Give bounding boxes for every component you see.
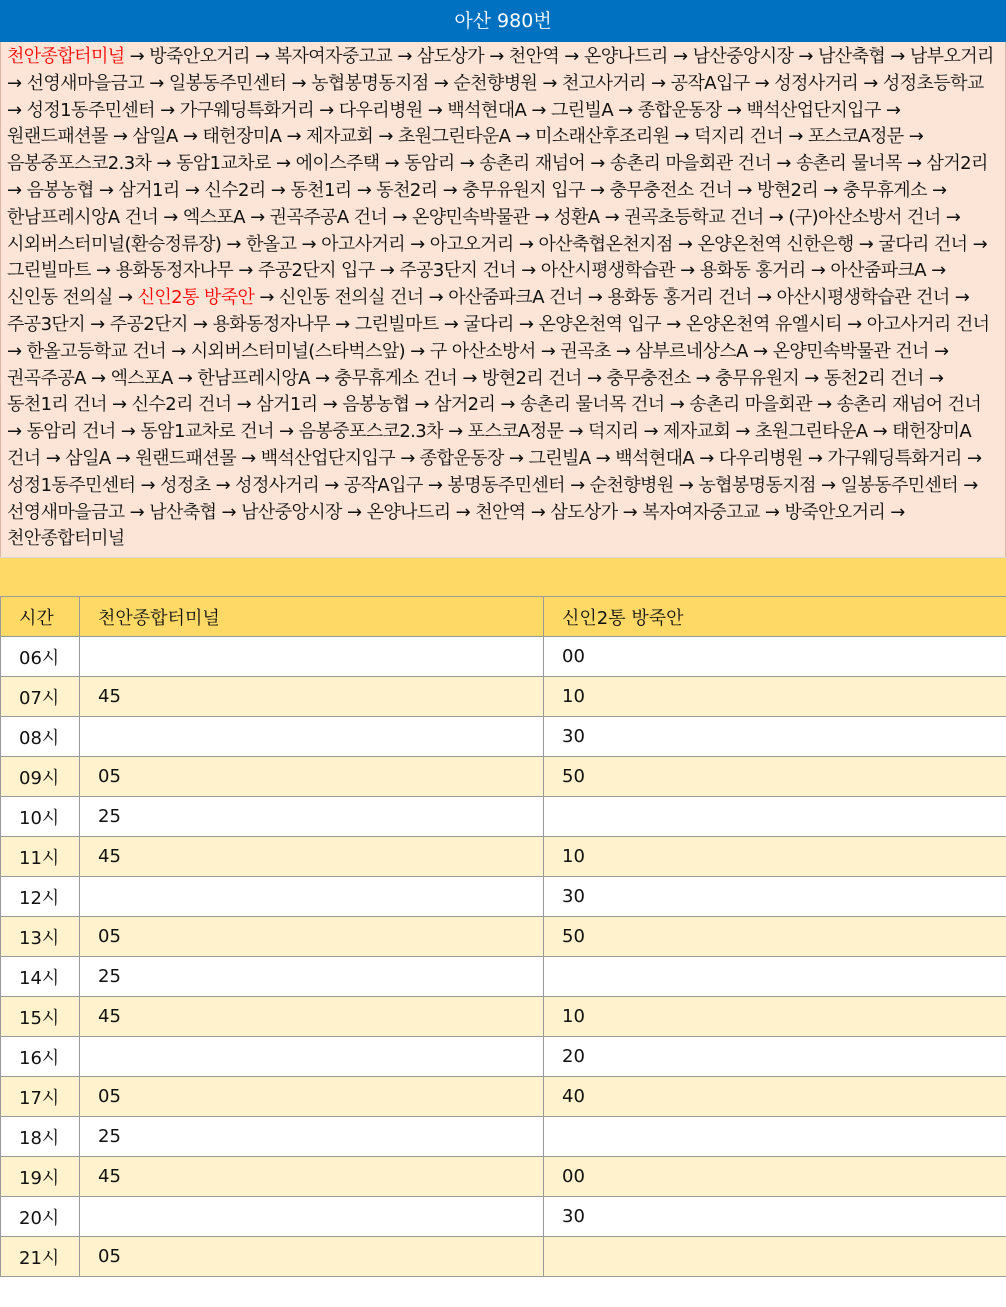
table-row (1, 757, 1006, 797)
origin-departure-cell: 45 (80, 1157, 544, 1197)
route-segment-return: → 신인동 전의실 건너 → 아산줌파크A 건너 → 용화동 홍거리 건너 → 아산시평생학습관 건너 → 주공3단지 → 주공2단지 → 용화동정자나무 → 그린빌마트 → 굴다리 → 온양온천역 입구 → 온양온천역 유엘시티 → 아고사거리 건너 → 한올고등학교 건너 → 시외버스터미널(스타벅스앞) → 구 아산소방서 → 권곡초 → 삼부르네상스A → 온양민속박물관 건너 → 권곡주공A → 엑스포A → 한남프레시앙A → 충무휴게소 건너 → 방현2리 건너 → 충무충전소 → 충무유원지 → 동천2리 건너 → 동천1리 건너 → 신수2리 건너 → 삼거1리 → 음봉농협 → 삼거2리 → 송촌리 물너목 건너 → 송촌리 마을회관 → 송촌리 재넘어 건너 → 동암리 건너 → 동암1교차로 건너 → 음봉중포스코2.3차 → 포스코A정문 → 덕지리 → 제자교회 → 초원그린타운A → 태헌장미A 건너 → 삼일A → 원랜드패션몰 → 백석산업단지입구 → 종합운동장 → 그린빌A → 백석현대A → 다우리병원 → 가구웨딩특화거리 → 성정1동주민센터 → 성정초 → 성정사거리 → 공작A입구 → 봉명동주민센터 → 순천향병원 → 농협봉명동지점 → 일봉동주민센터 → 선영새마을금고 → 남산축협 → 남산중앙시장 → 온양나드리 → 천안역 → 삼도상가 → 복자여자중고교 → 방죽안오거리 → 천안종합터미널 (7, 287, 990, 550)
hour-cell: 13시 (1, 917, 80, 957)
turnaround-departure-cell: 50 (544, 917, 1006, 957)
turnaround-departure-cell: 40 (544, 1077, 1006, 1117)
table-row (1, 1157, 1006, 1197)
header-turnaround-departure: 신인2통 방죽안 (544, 597, 1006, 637)
hour-cell: 18시 (1, 1117, 80, 1157)
origin-departure-cell: 45 (80, 837, 544, 877)
table-row (1, 637, 1006, 677)
turnaround-departure-cell: 30 (544, 1197, 1006, 1237)
turnaround-departure-cell: 30 (544, 877, 1006, 917)
hour-cell: 21시 (1, 1237, 80, 1277)
header-hour: 시간 (1, 597, 80, 637)
turnaround-departure-cell: 50 (544, 757, 1006, 797)
origin-departure-cell: 45 (80, 677, 544, 717)
origin-departure-cell (80, 637, 544, 677)
turnaround-departure-cell: 10 (544, 837, 1006, 877)
table-row (1, 957, 1006, 997)
table-row (1, 717, 1006, 757)
origin-departure-cell: 05 (80, 1077, 544, 1117)
table-row (1, 877, 1006, 917)
hour-cell: 17시 (1, 1077, 80, 1117)
hour-cell: 09시 (1, 757, 80, 797)
route-segment-outbound: → 방죽안오거리 → 복자여자중고교 → 삼도상가 → 천안역 → 온양나드리 → 남산중앙시장 → 남산축협 → 남부오거리 → 선영새마을금고 → 일봉동주민센터 → 농협봉명동지점 → 순천향병원 → 천고사거리 → 공작A입구 → 성정사거리 → 성정초등학교 → 성정1동주민센터 → 가구웨딩특화거리 → 다우리병원 → 백석현대A → 그린빌A → 종합운동장 → 백석산업단지입구 → 원랜드패션몰 → 삼일A → 태헌장미A → 제자교회 → 초원그린타운A → 미소래산후조리원 → 덕지리 건너 → 포스코A정문 → 음봉중포스코2.3차 → 동암1교차로 → 에이스주택 → 동암리 → 송촌리 재넘어 → 송촌리 마을회관 건너 → 송촌리 물너목 → 삼거2리 → 음봉농협 → 삼거1리 → 신수2리 → 동천1리 → 동천2리 → 충무유원지 입구 → 충무충전소 건너 → 방현2리 → 충무휴게소 → 한남프레시앙A 건너 → 엑스포A → 권곡주공A 건너 → 온양민속박물관 → 성환A → 권곡초등학교 건너 → (구)아산소방서 건너 → 시외버스터미널(환승정류장) → 한올고 → 아고사거리 → 아고오거리 → 아산축협온천지점 → 온양온천역 신한은행 → 굴다리 건너 → 그린빌마트 → 용화동정자나무 → 주공2단지 입구 → 주공3단지 건너 → 아산시평생학습관 → 용화동 홍거리 → 아산줌파크A → 신인동 전의실 → (7, 46, 994, 309)
table-row (1, 1197, 1006, 1237)
hour-cell: 06시 (1, 637, 80, 677)
origin-departure-cell (80, 717, 544, 757)
table-row (1, 677, 1006, 717)
hour-cell: 15시 (1, 997, 80, 1037)
turnaround-departure-cell (544, 957, 1006, 997)
turnaround-departure-cell: 00 (544, 637, 1006, 677)
hour-cell: 11시 (1, 837, 80, 877)
origin-departure-cell: 05 (80, 1237, 544, 1277)
turnaround-departure-cell: 00 (544, 1157, 1006, 1197)
hour-cell: 07시 (1, 677, 80, 717)
turnaround-departure-cell (544, 797, 1006, 837)
origin-departure-cell: 25 (80, 957, 544, 997)
route-origin: 천안종합터미널 (7, 46, 125, 67)
hour-cell: 10시 (1, 797, 80, 837)
hour-cell: 12시 (1, 877, 80, 917)
section-divider (0, 557, 1006, 596)
table-row (1, 1117, 1006, 1157)
turnaround-departure-cell (544, 1237, 1006, 1277)
route-turnaround: 신인2통 방죽안 (137, 287, 255, 309)
table-row (1, 1037, 1006, 1077)
origin-departure-cell: 25 (80, 797, 544, 837)
turnaround-departure-cell: 20 (544, 1037, 1006, 1077)
timetable (0, 596, 1006, 1277)
hour-cell: 16시 (1, 1037, 80, 1077)
table-row (1, 1237, 1006, 1277)
turnaround-departure-cell: 30 (544, 717, 1006, 757)
table-row (1, 997, 1006, 1037)
turnaround-departure-cell (544, 1117, 1006, 1157)
origin-departure-cell: 05 (80, 757, 544, 797)
origin-departure-cell (80, 877, 544, 917)
turnaround-departure-cell: 10 (544, 997, 1006, 1037)
origin-departure-cell: 25 (80, 1117, 544, 1157)
table-row (1, 917, 1006, 957)
page-title: 아산 980번 (0, 0, 1006, 42)
origin-departure-cell: 05 (80, 917, 544, 957)
table-row (1, 1077, 1006, 1117)
timetable-header-row (1, 597, 1006, 637)
header-origin-departure: 천안종합터미널 (80, 597, 544, 637)
hour-cell: 14시 (1, 957, 80, 997)
hour-cell: 20시 (1, 1197, 80, 1237)
origin-departure-cell (80, 1037, 544, 1077)
origin-departure-cell: 45 (80, 997, 544, 1037)
hour-cell: 08시 (1, 717, 80, 757)
origin-departure-cell (80, 1197, 544, 1237)
route-description (0, 42, 1006, 557)
turnaround-departure-cell: 10 (544, 677, 1006, 717)
table-row (1, 837, 1006, 877)
timetable-body (1, 637, 1006, 1277)
table-row (1, 797, 1006, 837)
hour-cell: 19시 (1, 1157, 80, 1197)
